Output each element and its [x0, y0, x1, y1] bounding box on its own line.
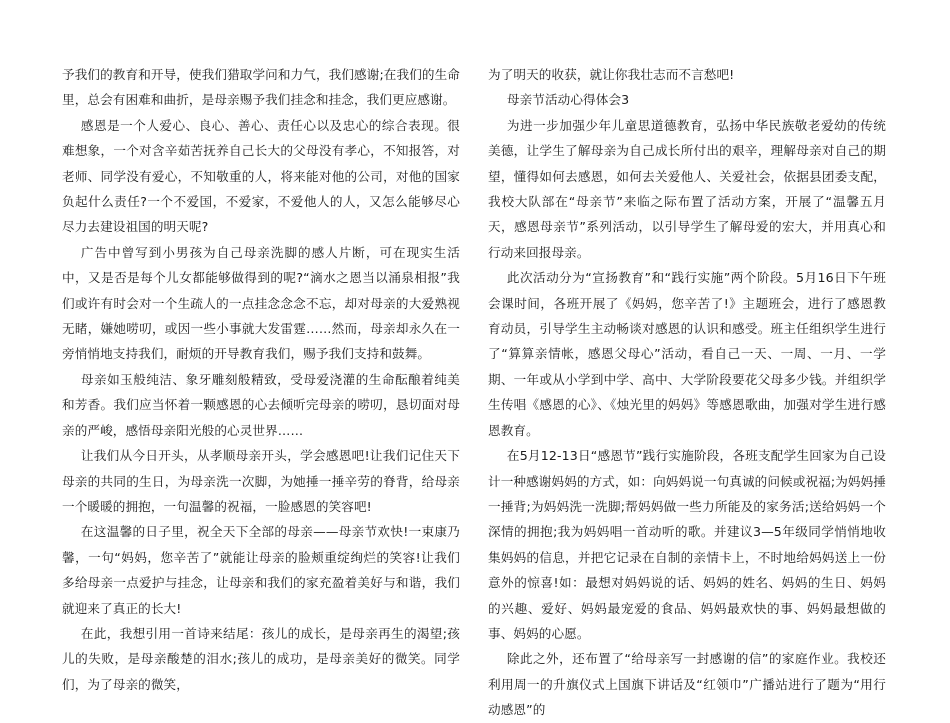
left-column [62, 62, 460, 697]
right-column [488, 62, 886, 723]
paragraph: 在5月12-13日“感恩节”践行实施阶段，各班支配学生回家为自己设计一种感谢妈妈的方式，如：向妈妈说一句真诚的问候或祝福;为妈妈捶一捶背;为妈妈洗一洗脚;帮妈妈做一些力所能及的家务活;送给妈妈一个深情的拥抱;我为妈妈唱一首动听的歌。并建议3—5年级同学悄悄地收集妈妈的信息，并把它记录在自制的亲情卡上，不时地给妈妈送上一份意外的惊喜!如：最想对妈妈说的话、妈妈的姓名、妈妈的生日、妈妈的兴趣、爱好、妈妈最宠爱的食品、妈妈最欢快的事、妈妈最想做的事、妈妈的心愿。 [488, 448, 886, 641]
paragraph: 在这温馨的日子里，祝全天下全部的母亲——母亲节欢快!一束康乃馨，一句“妈妈，您辛苦了”就能让母亲的脸颊重绽绚烂的笑容!让我们多给母亲一点爱护与挂念，让母亲和我们的家充盈着美好与和谐，我们就迎来了真正的长大! [62, 524, 460, 616]
paragraph: 除此之外，还布置了“给母亲写一封感谢的信”的家庭作业。我校还利用周一的升旗仪式上国旗下讲话及“红领巾”广播站进行了题为“用行动感恩”的 [488, 651, 886, 718]
paragraph: 为了明天的收获，就让你我壮志而不言愁吧! [488, 67, 735, 82]
paragraph: 感恩是一个人爱心、良心、善心、责任心以及忠心的综合表现。很难想象，一个对含辛茹苦抚养自己长大的父母没有孝心，不知报答，对老师、同学没有爱心，不知敬重的人，将来能对他的公司，对他的国家负起什么责任?一个不爱国，不爱家，不爱他人的人，又怎么能够尽心尽力去建设祖国的明天呢? [62, 117, 460, 235]
paragraph: 为进一步加强少年儿童思道德教育，弘扬中华民族敬老爱幼的传统美德，让学生了解母亲为自己成长所付出的艰辛，理解母亲对自己的期望，懂得如何去感恩，如何去关爱他人、关爱社会，依据县团委支配，我校大队部在“母亲节”来临之际布置了活动方案，开展了“温馨五月天，感恩母亲节”系列活动，以引导学生了解母爱的宏大，并用真心和行动来回报母亲。 [488, 117, 886, 260]
paragraph: 此次活动分为“宣扬教育”和“践行实施”两个阶段。5月16日下午班会课时间，各班开展了《妈妈，您辛苦了!》主题班会，进行了感恩教育动员，引导学生主动畅谈对感恩的认识和感受。班主任组织学生进行了“算算亲情帐，感恩父母心”活动，看自己一天、一周、一月、一学期、一年或从小学到中学、高中、大学阶段要花父母多少钱。并组织学生传唱《感恩的心》、《烛光里的妈妈》等感恩歌曲，加强对学生进行感恩教育。 [488, 270, 886, 438]
paragraph: 在此，我想引用一首诗来结尾：孩儿的成长，是母亲再生的渴望;孩儿的失败，是母亲酸楚的泪水;孩儿的成功，是母亲美好的微笑。同学们，为了母亲的微笑， [62, 625, 460, 692]
paragraph: 予我们的教育和开导，使我们猎取学问和力气，我们感谢;在我们的生命里，总会有困难和曲折，是母亲赐予我们挂念和挂念，我们更应感谢。 [62, 67, 460, 108]
paragraph: 广告中曾写到小男孩为自己母亲洗脚的感人片断，可在现实生活中，又是否是每个儿女都能够做得到的呢?“滴水之恩当以涌泉相报”我们或许有时会对一个生疏人的一点挂念念念不忘，却对母亲的大爱熟视无睹，嫌她唠叨，或因一些小事就大发雷霆……然而，母亲却永久在一旁悄悄地支持我们，耐烦的开导教育我们，赐予我们支持和鼓舞。 [62, 244, 460, 362]
paragraph: 母亲如玉般纯洁、象牙雕刻般精致，受母爱浇灌的生命酝酿着纯美和芳香。我们应当怀着一颗感恩的心去倾听完母亲的唠叨，恳切面对母亲的严峻，感悟母亲阳光般的心灵世界…… [62, 371, 460, 438]
section-title: 母亲节活动心得体会3 [506, 92, 630, 108]
paragraph: 让我们从今日开头，从孝顺母亲开头，学会感恩吧!让我们记住天下母亲的共同的生日，为母亲洗一次脚，为她捶一捶辛劳的脊背，给母亲一个暖暖的拥抱，一句温馨的祝福，一脸感恩的笑容吧! [62, 448, 460, 514]
